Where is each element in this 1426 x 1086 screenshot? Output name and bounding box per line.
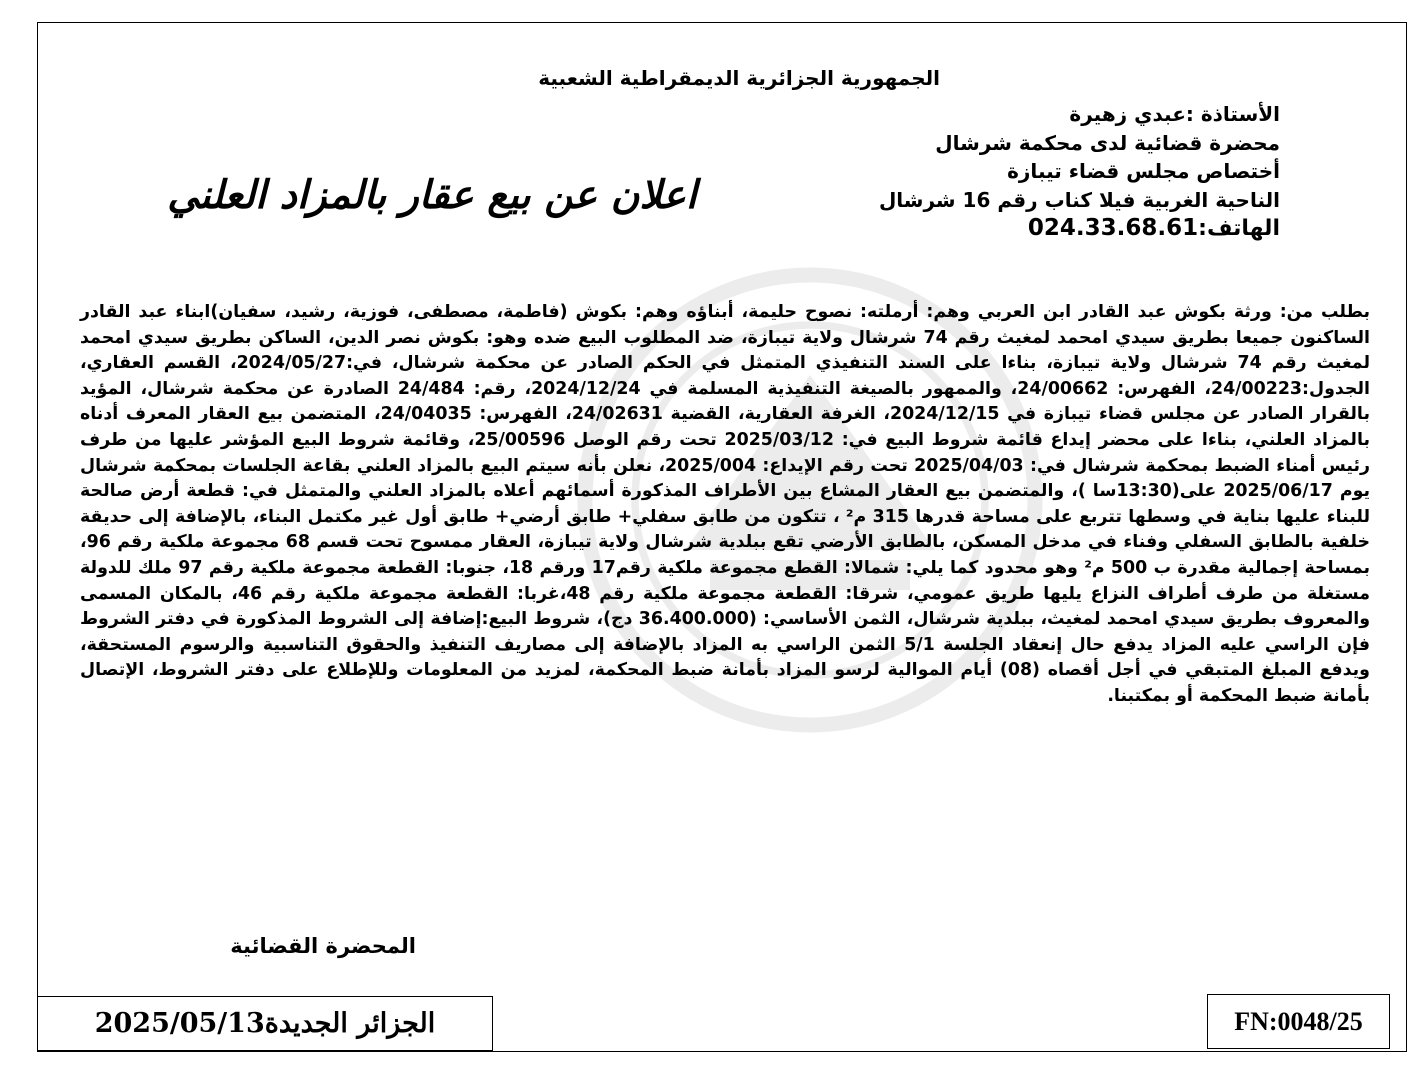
bailiff-name: الأستاذة :عبدي زهيرة — [1069, 102, 1280, 126]
announcement-title: اعلان عن بيع عقار بالمزاد العلني — [167, 172, 697, 218]
bailiff-address: الناحية الغربية فيلا كناب رقم 16 شرشال — [878, 187, 1280, 212]
phone-label: الهاتف: — [1198, 216, 1280, 241]
reference-box — [1207, 994, 1390, 1049]
phone-line — [760, 214, 1280, 244]
bailiff-jurisdiction: أختصاص مجلس قضاء تيبازة — [1007, 159, 1280, 183]
phone-number: 024.33.68.61 — [1027, 215, 1199, 241]
reference-number: FN:0048/25 — [1234, 1006, 1363, 1036]
announcement-body: بطلب من: ورثة بكوش عبد القادر ابن العربي وهم: أرملته: نصوح حليمة، أبناؤه وهم: بكوش (فاطمة، مصطفى، فوزية، رشيد، سفيان)ابناء عبد القادر الساكنون جميعا بطريق سيدي امحمد لمغيث رقم 74 شرشال ولاية تيبازة، ضد المطلوب البيع ضده وهو: بكوش نصر الدين، الساكن بطريق سيدي امحمد لمغيث رقم 74 شرشال ولاية تيبازة، بناءا على السند التنفيذي المتمثل في الحكم الصادر عن محكمة شرشال، في:2024/05/27، القسم العقاري، الجدول:24/00223، الفهرس: 24/00662، والممهور بالصيغة التنفيذية المسلمة في 2024/12/24، رقم: 24/484 الصادرة عن محكمة شرشال، المؤيد بالقرار الصادر عن مجلس قضاء تيبازة في 2024/12/15، الغرفة العقارية، القضية 24/02631، الفهرس: 24/04035، المتضمن بيع العقار المعرف أدناه بالمزاد العلني، بناءا على محضر إيداع قائمة شروط البيع في: 2025/03/12 تحت رقم الوصل 25/00596، وقائمة شروط البيع المؤشر عليها من طرف رئيس أمناء الضبط بمحكمة شرشال في: 2025/04/03 تحت رقم الإيداع: 2025/004، نعلن بأنه سيتم البيع بالمزاد العلني بقاعة الجلسات بمحكمة شرشال يوم 2025/06/17 على(13:30سا )، والمتضمن بيع العقار المشاع بين الأطراف المذكورة أسمائهم أعلاه بالمزاد العلني والمتمثل في: قطعة أرض صالحة للبناء عليها بناية في وسطها تتربع على مساحة قدرها 315 م² ، تتكون من طابق سفلي+ طابق أرضي+ طابق أول غير مكتمل البناء، بالإضافة إلى حديقة خلفية بالطابق السفلي وفناء في مدخل المسكن، بالطابق الأرضي تقع ببلدية شرشال ولاية تيبازة، العقار ممسوح تحت قسم 68 مجموعة ملكية رقم 96، بمساحة إجمالية مقدرة ب 500 م² وهو محدود كما يلي: شمالا: القطع مجموعة ملكية رقم17 ورقم 18، جنوبا: القطعة مجموعة ملكية رقم 97 ملك للدولة مستغلة من طرف أطراف النزاع يليها طريق عمومي، شرقا: القطعة مجموعة ملكية رقم 48،غربا: القطعة مجموعة ملكية رقم 46، بالمكان المسمى والمعروف بطريق سيدي امحمد لمغيث، ببلدية شرشال، الثمن الأساسي: (36.400.000 دج)، شروط البيع:إضافة إلى الشروط المذكورة في دفتر الشروط فإن الراسي عليه المزاد يدفع حال إنعقاد الجلسة 5/1 الثمن الراسي به المزاد بالإضافة إلى مصاريف التنفيذ والحقوق التناسبية والرسوم المستحقة، ويدفع المبلغ المتبقي في أجل أقصاه (08) أيام الموالية لرسو المزاد بأمانة ضبط المحكمة، لمزيد من المعلومات وللإطلاع على دفتر الشروط، الإتصال بأمانة ضبط المحكمة أو بمكتبنا. — [80, 302, 1371, 706]
bailiff-office-block — [760, 100, 1280, 244]
newspaper-date-box — [37, 996, 493, 1051]
newspaper-date: الجزائر الجديدة2025/05/13 — [94, 1008, 436, 1039]
signature: المحضرة القضائية — [230, 934, 416, 958]
republic-header: الجمهورية الجزائرية الديمقراطية الشعبية — [538, 66, 940, 90]
bailiff-court: محضرة قضائية لدى محكمة شرشال — [935, 130, 1280, 155]
